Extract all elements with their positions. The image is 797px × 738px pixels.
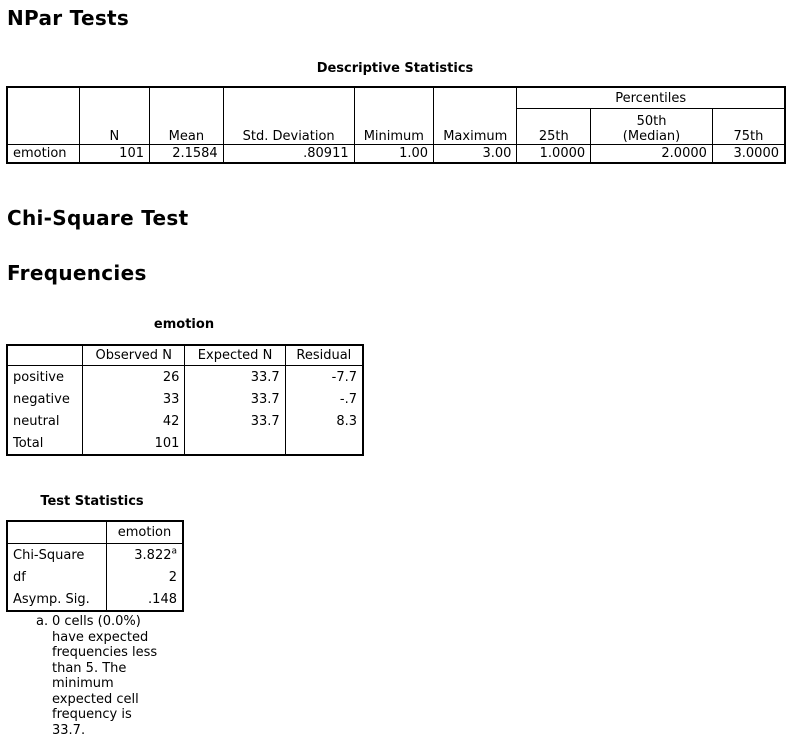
freq-observed-positive: 26 xyxy=(83,366,185,389)
freq-residual-negative: -.7 xyxy=(285,388,363,410)
desc-header-std-deviation: Std. Deviation xyxy=(223,87,354,145)
desc-p25-value: 1.0000 xyxy=(517,145,591,164)
frequencies-heading: Frequencies xyxy=(7,261,147,285)
desc-header-p25: 25th xyxy=(517,109,591,145)
desc-std-value: .80911 xyxy=(223,145,354,164)
freq-row-label-positive: positive xyxy=(7,366,83,389)
desc-max-value: 3.00 xyxy=(434,145,517,164)
freq-header-residual: Residual xyxy=(285,345,363,366)
footnote-a-marker: a xyxy=(171,546,177,557)
chi-square-test-heading: Chi-Square Test xyxy=(7,206,189,230)
test-statistics-table xyxy=(6,520,184,612)
desc-n-value: 101 xyxy=(79,145,149,164)
test-statistics-footnote xyxy=(36,614,166,738)
freq-corner-cell xyxy=(7,345,83,366)
tstat-label-asymp-sig: Asymp. Sig. xyxy=(7,588,107,611)
tstat-header-emotion: emotion xyxy=(107,521,184,544)
desc-header-minimum: Minimum xyxy=(354,87,433,145)
desc-header-mean: Mean xyxy=(150,87,224,145)
desc-mean-value: 2.1584 xyxy=(150,145,224,164)
tstat-value-asymp-sig: .148 xyxy=(107,588,184,611)
freq-expected-negative: 33.7 xyxy=(185,388,285,410)
tstat-value-df: 2 xyxy=(107,566,184,588)
footnote-text: 0 cells (0.0%) have expected frequencies less than 5. The minimum expected cell frequency is 33.7. xyxy=(52,614,158,738)
freq-observed-negative: 33 xyxy=(83,388,185,410)
freq-expected-positive: 33.7 xyxy=(185,366,285,389)
desc-header-n: N xyxy=(79,87,149,145)
freq-header-expected: Expected N xyxy=(185,345,285,366)
frequencies-table-title: emotion xyxy=(153,317,215,332)
desc-corner-cell xyxy=(7,87,79,145)
tstat-value-chi-square xyxy=(107,544,184,567)
freq-expected-neutral: 33.7 xyxy=(185,410,285,432)
desc-min-value: 1.00 xyxy=(354,145,433,164)
desc-header-maximum: Maximum xyxy=(434,87,517,145)
descriptive-statistics-table xyxy=(6,86,786,164)
npar-tests-heading: NPar Tests xyxy=(7,6,130,30)
desc-header-p75: 75th xyxy=(712,109,785,145)
tstat-chi-square-number: 3.822 xyxy=(134,547,172,563)
freq-residual-neutral: 8.3 xyxy=(285,410,363,432)
desc-header-percentiles: Percentiles xyxy=(517,87,785,109)
tstat-label-chi-square: Chi-Square xyxy=(7,544,107,567)
footnote-mark: a. xyxy=(36,614,49,629)
freq-expected-total xyxy=(185,432,285,455)
freq-row-label-neutral: neutral xyxy=(7,410,83,432)
desc-row-label: emotion xyxy=(7,145,79,164)
freq-residual-total xyxy=(285,432,363,455)
freq-observed-neutral: 42 xyxy=(83,410,185,432)
freq-observed-total: 101 xyxy=(83,432,185,455)
frequencies-table xyxy=(6,344,364,456)
descriptive-statistics-title: Descriptive Statistics xyxy=(316,61,474,76)
test-statistics-title: Test Statistics xyxy=(40,494,144,509)
desc-p75-value: 3.0000 xyxy=(712,145,785,164)
freq-residual-positive: -7.7 xyxy=(285,366,363,389)
tstat-label-df: df xyxy=(7,566,107,588)
freq-row-label-total: Total xyxy=(7,432,83,455)
freq-header-observed: Observed N xyxy=(83,345,185,366)
desc-header-p50: 50th (Median) xyxy=(591,109,713,145)
tstat-corner-cell xyxy=(7,521,107,544)
desc-p50-value: 2.0000 xyxy=(591,145,713,164)
freq-row-label-negative: negative xyxy=(7,388,83,410)
